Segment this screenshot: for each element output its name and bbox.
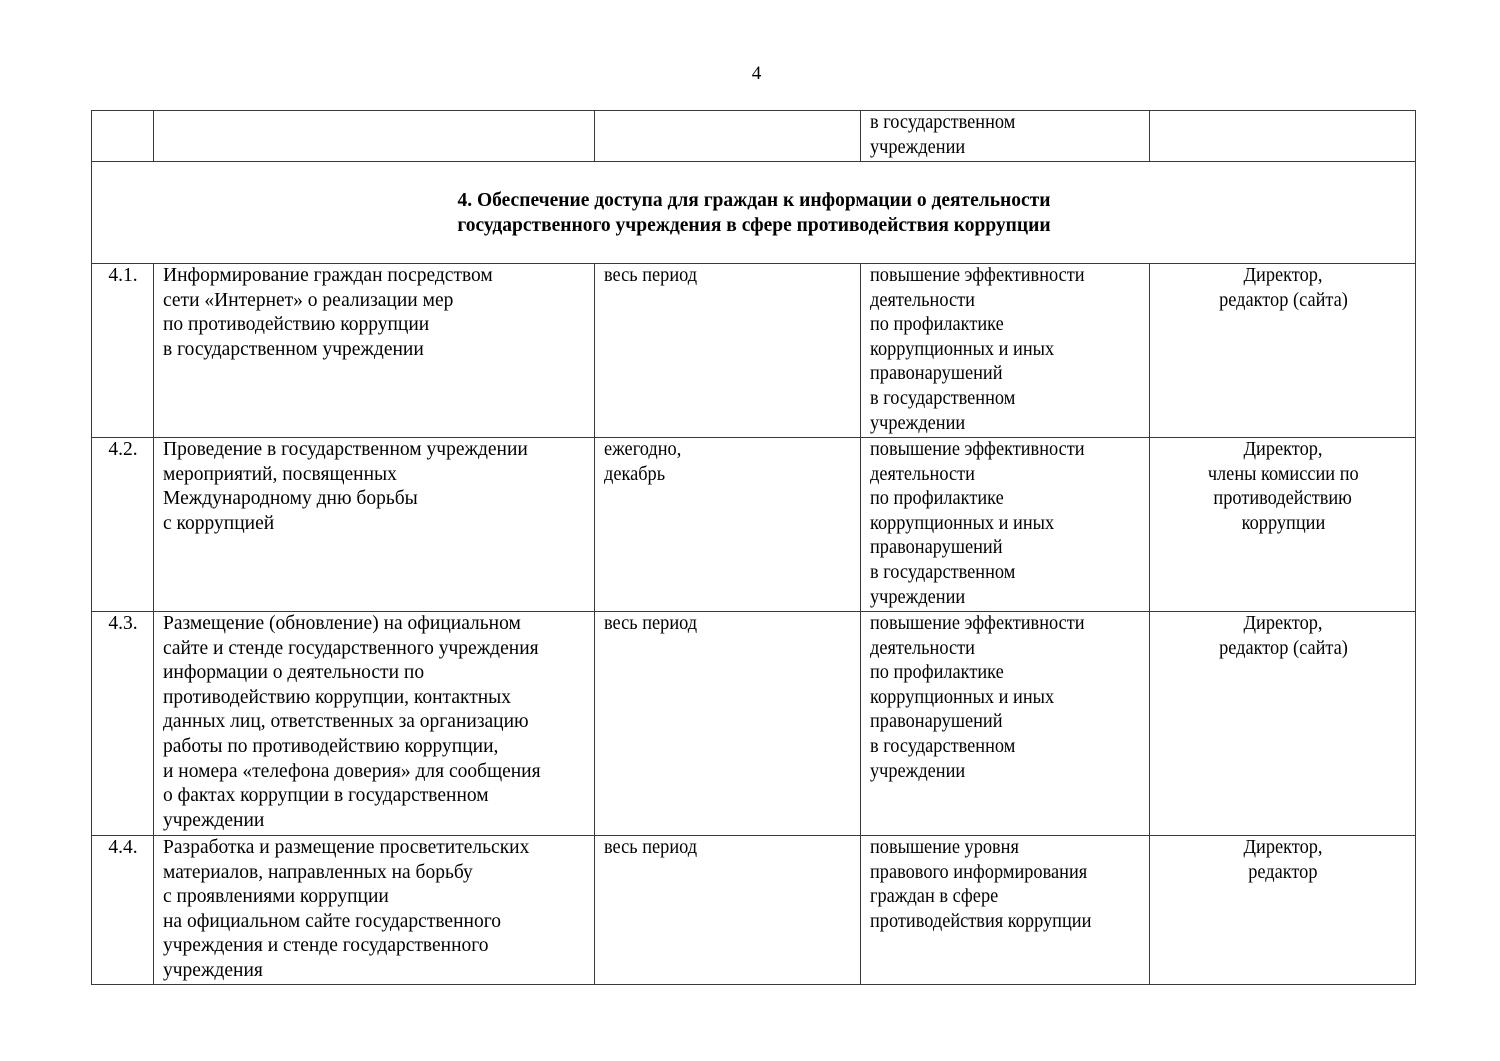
text-line: правонарушений bbox=[870, 363, 1003, 385]
section-title-line: государственного учреждения в сфере противодействия коррупции bbox=[457, 214, 1051, 236]
table-row-continuation bbox=[92, 111, 1416, 162]
text-line: в государственном bbox=[870, 112, 1016, 133]
section-title bbox=[92, 162, 1416, 264]
cell-responsible bbox=[1150, 264, 1416, 438]
text-line: в государственном bbox=[870, 561, 1016, 583]
text-line: правонарушений bbox=[870, 711, 1003, 733]
section-title-line: 4. Обеспечение доступа для граждан к информации о деятельности bbox=[457, 189, 1051, 211]
text-line: мероприятий, посвященных bbox=[163, 463, 397, 485]
text-line: учреждении bbox=[870, 136, 966, 158]
cell-responsible bbox=[1150, 111, 1416, 162]
cell-num: 4.3. bbox=[92, 612, 154, 836]
text-line: с коррупцией bbox=[163, 512, 275, 534]
text-line: редактор (сайта) bbox=[1218, 637, 1348, 659]
cell-action bbox=[154, 264, 595, 438]
text-line: учреждении bbox=[870, 760, 966, 782]
text-line: Информирование граждан посредством bbox=[163, 265, 493, 286]
text-line: учреждении bbox=[870, 586, 966, 608]
cell-result bbox=[861, 264, 1150, 438]
text-line: Директор, bbox=[1243, 439, 1323, 460]
cell-result bbox=[861, 612, 1150, 836]
text-line: по профилактике bbox=[870, 488, 1004, 510]
table-row bbox=[92, 264, 1416, 438]
anticorruption-plan-table bbox=[91, 110, 1416, 985]
text-line: весь период bbox=[604, 837, 698, 858]
text-line: материалов, направленных на борьбу bbox=[163, 861, 473, 883]
text-line: по профилактике bbox=[870, 662, 1004, 684]
text-line: повышение эффективности bbox=[870, 613, 1085, 634]
text-line: декабрь bbox=[604, 463, 666, 485]
cell-action bbox=[154, 836, 595, 985]
cell-action bbox=[154, 438, 595, 612]
text-line: учреждении bbox=[163, 809, 265, 831]
text-line: с проявлениями коррупции bbox=[163, 886, 389, 908]
cell-num bbox=[92, 111, 154, 162]
cell-action bbox=[154, 111, 595, 162]
text-line: редактор (сайта) bbox=[1218, 289, 1348, 311]
text-line: учреждения bbox=[163, 959, 263, 981]
text-line: коррупционных и иных bbox=[870, 512, 1055, 534]
text-line: коррупции bbox=[1241, 512, 1325, 534]
text-line: повышение эффективности bbox=[870, 265, 1085, 286]
page-number: 4 bbox=[751, 63, 762, 84]
text-line: информации о деятельности по bbox=[163, 662, 425, 684]
table-row bbox=[92, 836, 1416, 985]
text-line: противодействия коррупции bbox=[870, 910, 1092, 932]
cell-result bbox=[861, 836, 1150, 985]
text-line: по противодействию коррупции bbox=[163, 314, 430, 336]
text-line: весь период bbox=[604, 265, 698, 286]
cell-result bbox=[861, 111, 1150, 162]
text-line: в государственном bbox=[870, 387, 1016, 409]
text-line: противодействию коррупции, контактных bbox=[163, 686, 512, 708]
text-line: деятельности bbox=[870, 463, 975, 485]
text-line: граждан в сфере bbox=[870, 886, 999, 908]
cell-term bbox=[595, 111, 861, 162]
cell-term bbox=[595, 264, 861, 438]
text-line: Директор, bbox=[1243, 613, 1323, 634]
section-header-row bbox=[92, 162, 1416, 264]
cell-responsible bbox=[1150, 612, 1416, 836]
text-line: коррупционных и иных bbox=[870, 686, 1055, 708]
text-line: учреждении bbox=[870, 412, 966, 434]
text-line: противодействию bbox=[1213, 488, 1353, 510]
text-line: правового информирования bbox=[870, 861, 1088, 883]
cell-term bbox=[595, 836, 861, 985]
text-line: по профилактике bbox=[870, 314, 1004, 336]
text-line: учреждения и стенде государственного bbox=[163, 935, 489, 957]
text-line: сайте и стенде государственного учреждения bbox=[163, 637, 539, 659]
text-line: на официальном сайте государственного bbox=[163, 910, 501, 932]
text-line: ежегодно, bbox=[604, 439, 682, 460]
cell-action bbox=[154, 612, 595, 836]
text-line: Директор, bbox=[1243, 265, 1323, 286]
text-line: редактор bbox=[1248, 861, 1318, 883]
cell-responsible bbox=[1150, 438, 1416, 612]
text-line: правонарушений bbox=[870, 537, 1003, 559]
cell-term bbox=[595, 612, 861, 836]
text-line: повышение эффективности bbox=[870, 439, 1085, 460]
text-line: коррупционных и иных bbox=[870, 338, 1055, 360]
text-line: весь период bbox=[604, 613, 698, 634]
text-line: Директор, bbox=[1243, 837, 1323, 858]
text-line: деятельности bbox=[870, 637, 975, 659]
text-line: Разработка и размещение просветительских bbox=[163, 837, 530, 858]
cell-responsible bbox=[1150, 836, 1416, 985]
text-line: в государственном bbox=[870, 735, 1016, 757]
table-row bbox=[92, 438, 1416, 612]
text-line: повышение уровня bbox=[870, 837, 1019, 858]
cell-num: 4.2. bbox=[92, 438, 154, 612]
text-line: работы по противодействию коррупции, bbox=[163, 735, 499, 757]
text-line: о фактах коррупции в государственном bbox=[163, 785, 489, 807]
text-line: Размещение (обновление) на официальном bbox=[163, 613, 521, 634]
text-line: сети «Интернет» о реализации мер bbox=[163, 289, 454, 311]
text-line: данных лиц, ответственных за организацию bbox=[163, 711, 529, 733]
cell-num: 4.1. bbox=[92, 264, 154, 438]
text-line: члены комиссии по bbox=[1207, 463, 1359, 485]
text-line: Международному дню борьбы bbox=[163, 488, 418, 510]
cell-term bbox=[595, 438, 861, 612]
text-line: в государственном учреждении bbox=[163, 338, 424, 360]
cell-num: 4.4. bbox=[92, 836, 154, 985]
table-row bbox=[92, 612, 1416, 836]
text-line: Проведение в государственном учреждении bbox=[163, 439, 528, 460]
text-line: деятельности bbox=[870, 289, 975, 311]
text-line: и номера «телефона доверия» для сообщения bbox=[163, 760, 541, 782]
cell-result bbox=[861, 438, 1150, 612]
